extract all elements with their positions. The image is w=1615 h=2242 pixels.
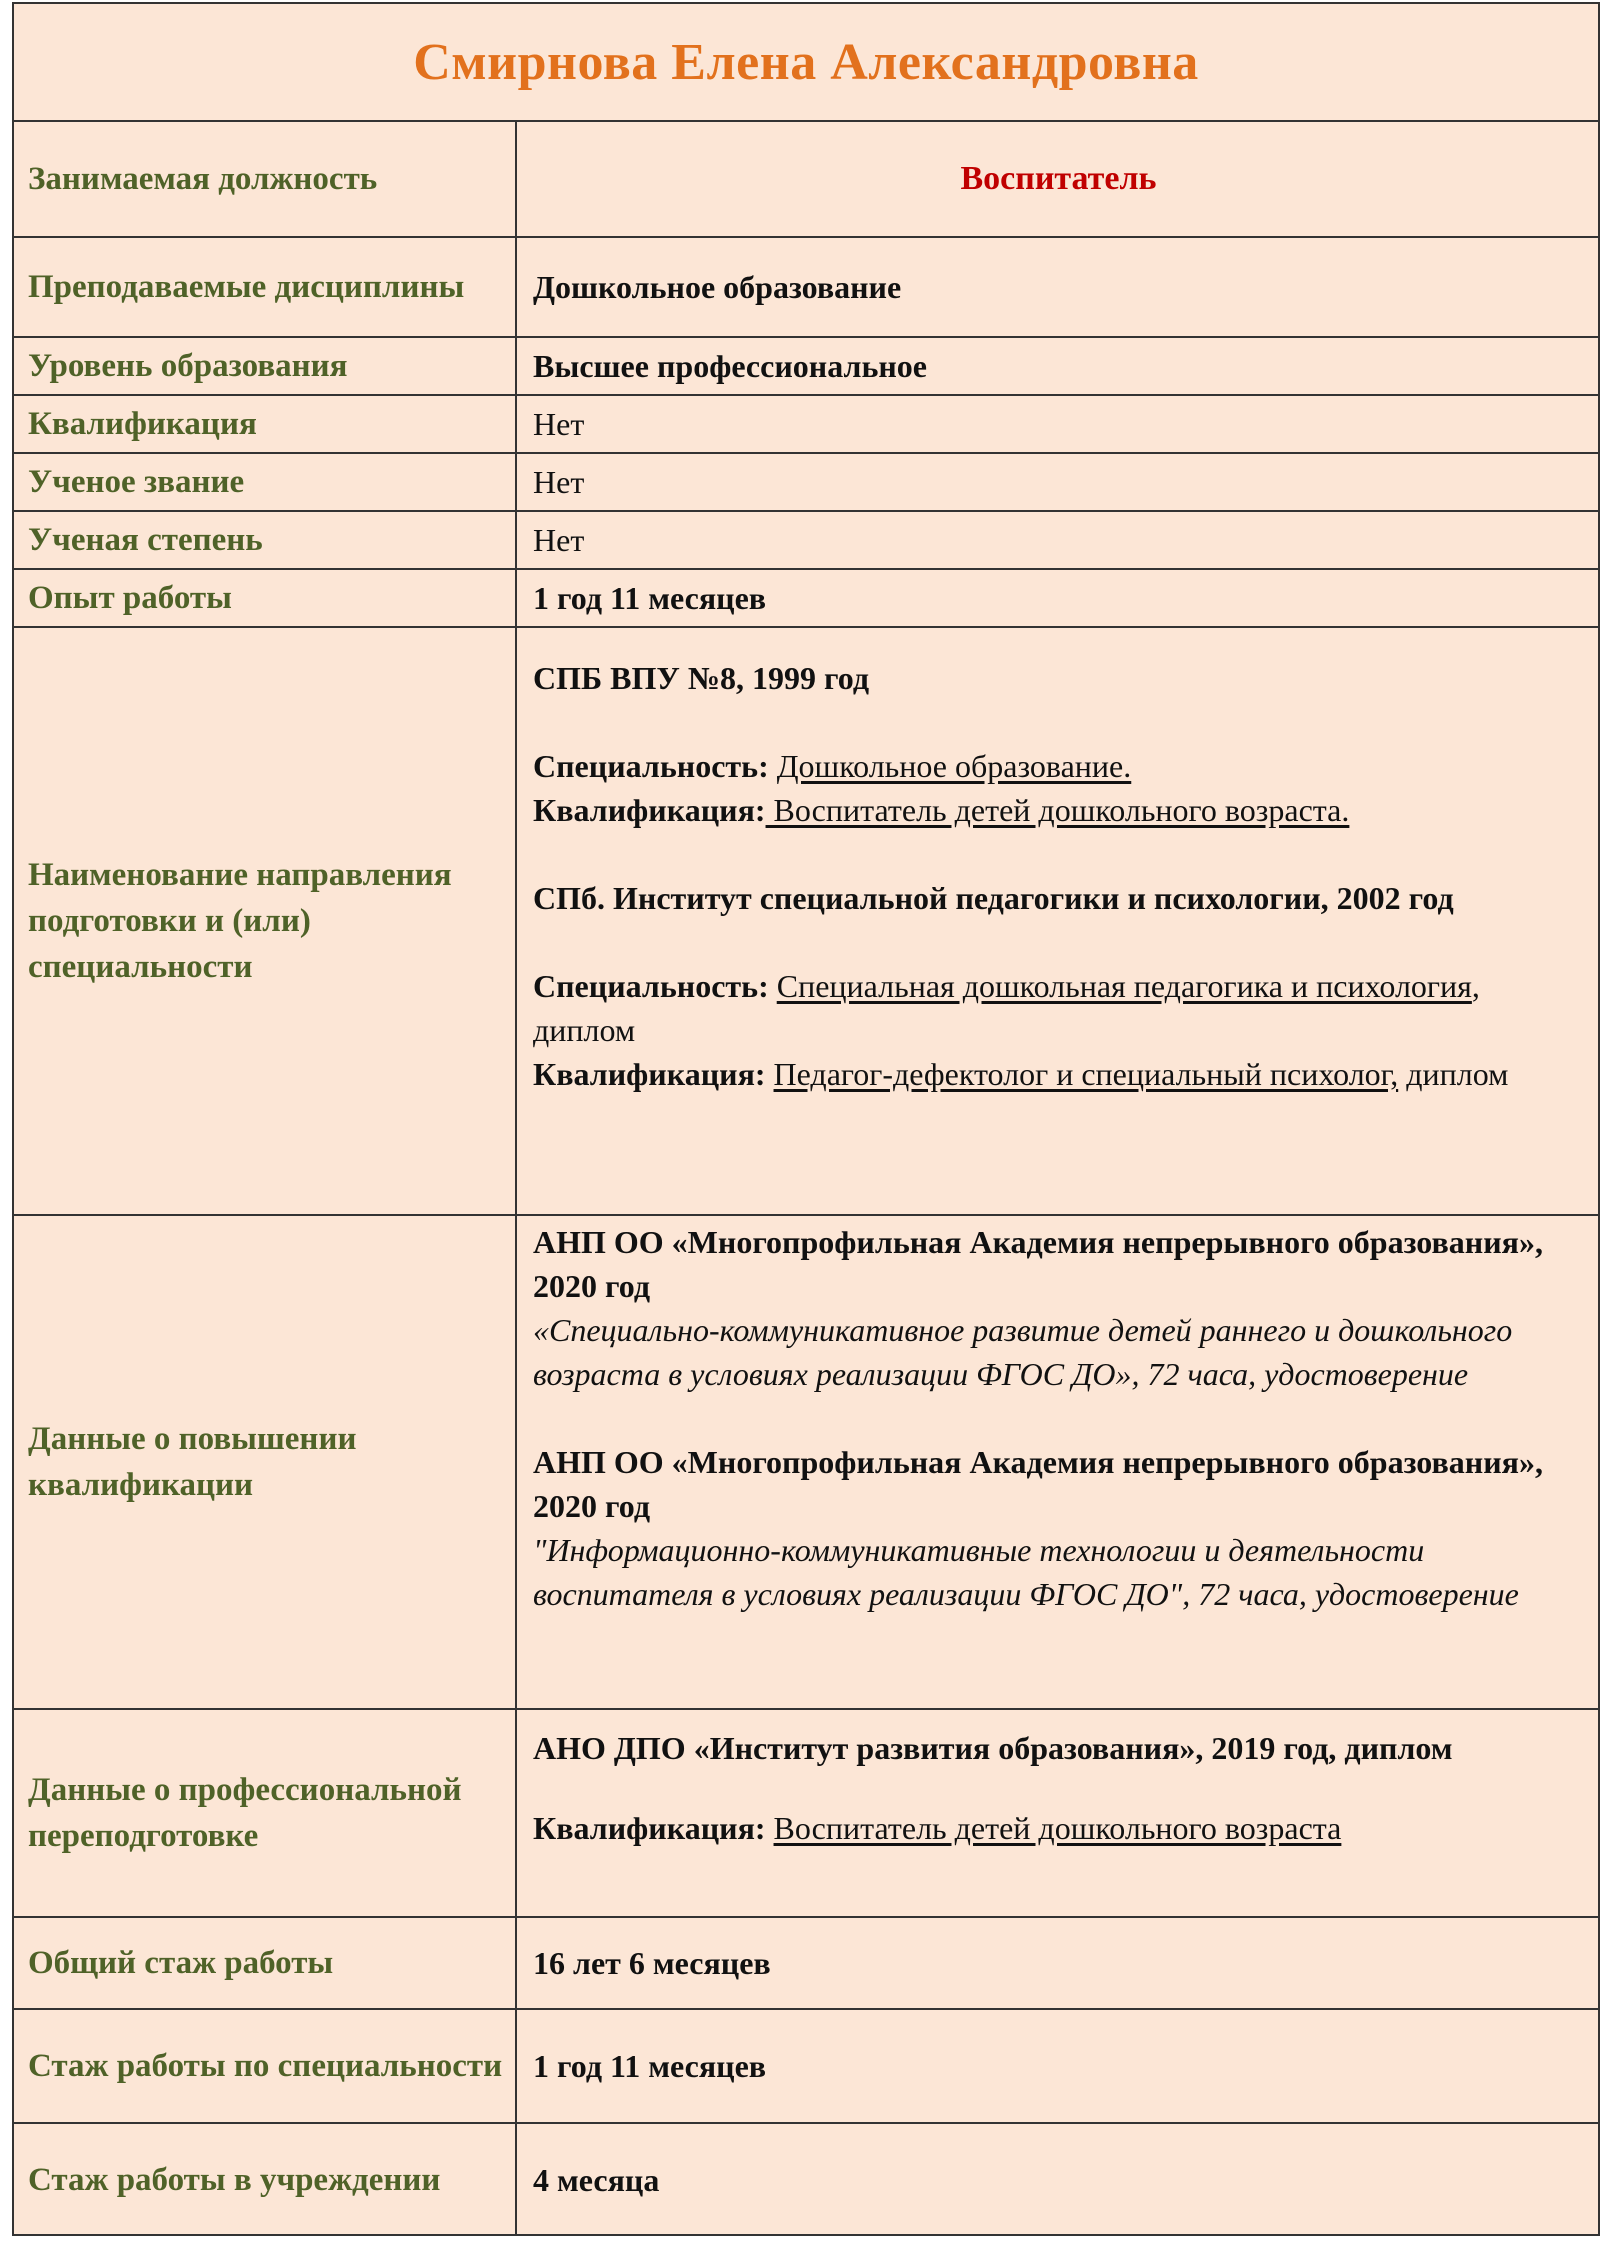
qualification-2: Квалификация: Педагог-дефектолог и специальный психолог, диплом — [533, 1056, 1509, 1092]
row-label: Преподаваемые дисциплины — [14, 238, 517, 336]
row-qualification — [14, 396, 1598, 454]
row-position — [14, 122, 1598, 238]
disciplines-value: Дошкольное образование — [533, 269, 902, 305]
academic-title-value: Нет — [533, 464, 585, 500]
row-academic-degree — [14, 512, 1598, 570]
row-disciplines — [14, 238, 1598, 338]
experience-value: 1 год 11 месяцев — [533, 580, 767, 616]
specialty-experience-value: 1 год 11 месяцев — [533, 2048, 767, 2084]
total-experience-value: 16 лет 6 месяцев — [533, 1945, 771, 1981]
row-label: Стаж работы по специальности — [14, 2010, 517, 2122]
row-specialty-experience — [14, 2010, 1598, 2124]
row-specialty — [14, 628, 1598, 1216]
row-academic-title — [14, 454, 1598, 512]
row-institution-experience — [14, 2124, 1598, 2236]
row-label: Уровень образования — [14, 338, 517, 394]
qualification-1: Квалификация: Воспитатель детей дошкольного возраста. — [533, 792, 1350, 828]
row-edu-level — [14, 338, 1598, 396]
page-title: Смирнова Елена Александровна — [14, 4, 1598, 122]
qualification-value: Нет — [533, 406, 585, 442]
row-label: Занимаемая должность — [14, 122, 517, 236]
row-label: Общий стаж работы — [14, 1918, 517, 2008]
row-label: Данные о профессиональной переподготовке — [14, 1710, 517, 1916]
row-training — [14, 1216, 1598, 1710]
retraining-org: АНО ДПО «Институт развития образования», 2019 год, диплом — [533, 1730, 1453, 1766]
row-label: Опыт работы — [14, 570, 517, 626]
row-label: Квалификация — [14, 396, 517, 452]
row-label: Наименование направления подготовки и (или) специальности — [14, 628, 517, 1214]
institution-1: СПБ ВПУ №8, 1999 год — [533, 660, 870, 696]
specialty-1: Специальность: Дошкольное образование. — [533, 748, 1132, 784]
training-org-1: АНП ОО «Многопрофильная Академия непрерывного образования», 2020 год — [533, 1224, 1543, 1304]
row-total-experience — [14, 1918, 1598, 2010]
training-course-2: "Информационно-коммуникативные технологии и деятельности воспитателя в условиях реализации ФГОС ДО", 72 часа, удостоверение — [533, 1532, 1519, 1612]
row-label: Данные о повышении квалификации — [14, 1216, 517, 1708]
row-retraining — [14, 1710, 1598, 1918]
teacher-profile-table — [12, 2, 1600, 2236]
training-org-2: АНП ОО «Многопрофильная Академия непрерывного образования», 2020 год — [533, 1444, 1543, 1524]
position-value: Воспитатель — [960, 160, 1157, 197]
edu-level-value: Высшее профессиональное — [533, 348, 927, 384]
academic-degree-value: Нет — [533, 522, 585, 558]
row-label: Стаж работы в учреждении — [14, 2124, 517, 2236]
row-label: Ученая степень — [14, 512, 517, 568]
row-experience — [14, 570, 1598, 628]
specialty-2: Специальность: Специальная дошкольная педагогика и психология, диплом — [533, 968, 1480, 1048]
institution-experience-value: 4 месяца — [533, 2162, 660, 2198]
institution-2: СПб. Институт специальной педагогики и психологии, 2002 год — [533, 880, 1454, 916]
retraining-qualification: Квалификация: Воспитатель детей дошкольного возраста — [533, 1810, 1342, 1846]
training-course-1: «Специально-коммуникативное развитие детей раннего и дошкольного возраста в условиях реализации ФГОС ДО», 72 часа, удостоверение — [533, 1312, 1513, 1392]
row-label: Ученое звание — [14, 454, 517, 510]
